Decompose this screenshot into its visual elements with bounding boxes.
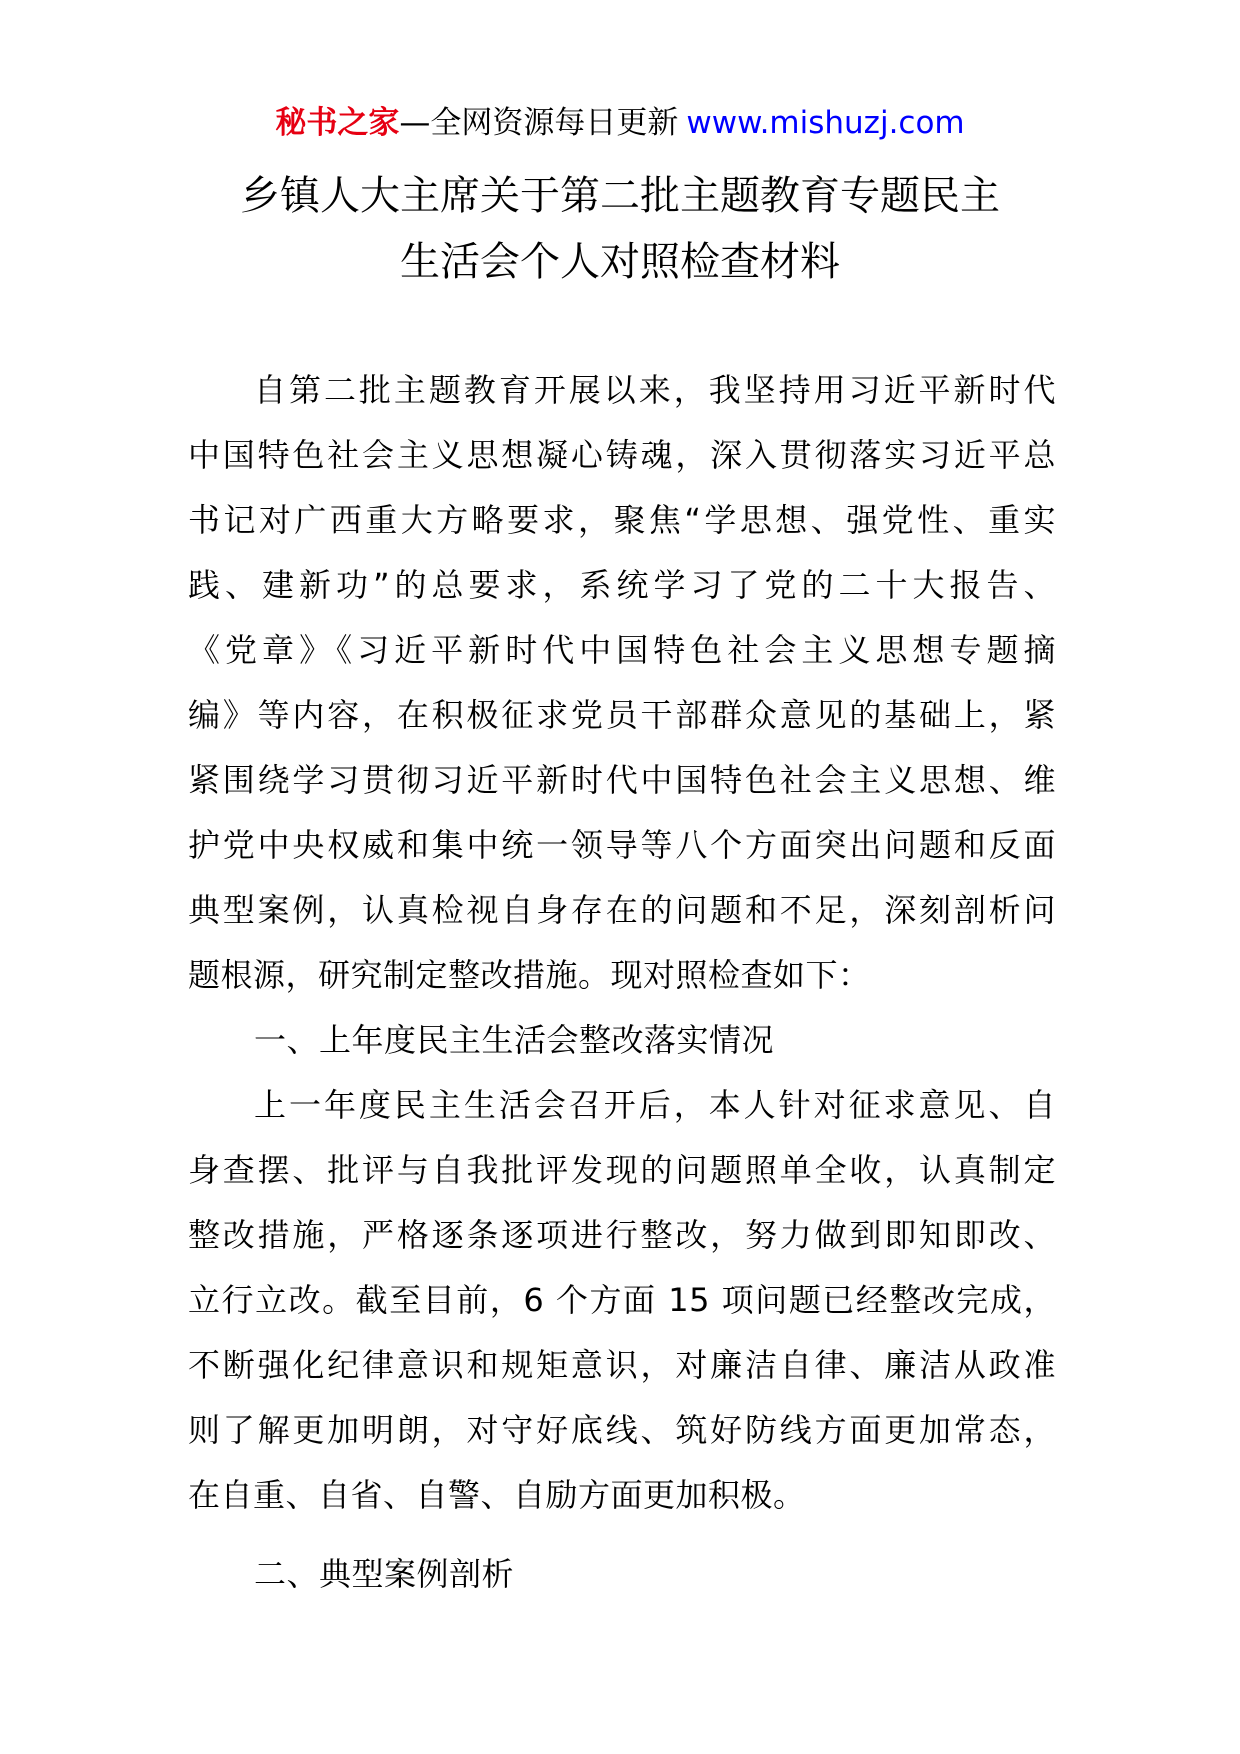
brand-name: 秘书之家	[275, 105, 400, 141]
title-line-2: 生活会个人对照检查材料	[400, 239, 840, 285]
paragraph-line: 中国特色社会主义思想凝心铸魂，深入贯彻落实习近平总	[188, 436, 1056, 474]
paragraph-line: 典型案例，认真检视自身存在的问题和不足，深刻剖析问	[188, 891, 1056, 929]
header-slogan: —全网资源每日更新	[399, 105, 679, 141]
site-header	[0, 101, 1240, 145]
paragraph-line: 《党章》《习近平新时代中国特色社会主义思想专题摘	[188, 631, 1056, 669]
header-url[interactable]: www.mishuzj.com	[686, 105, 965, 141]
paragraph-line: 身查摆、批评与自我批评发现的问题照单全收，认真制定	[188, 1151, 1056, 1189]
paragraph-line: 整改措施，严格逐条逐项进行整改，努力做到即知即改、	[188, 1216, 1056, 1254]
paragraph-line: 践、建新功”的总要求，系统学习了党的二十大报告、	[188, 566, 1056, 604]
paragraph-line: 上一年度民主生活会召开后，本人针对征求意见、自	[254, 1086, 1056, 1124]
section-heading-1: 一、上年度民主生活会整改落实情况	[254, 1021, 775, 1059]
paragraph-line: 自第二批主题教育开展以来，我坚持用习近平新时代	[254, 371, 1056, 409]
paragraph-line: 编》等内容，在积极征求党员干部群众意见的基础上，紧	[188, 696, 1056, 734]
paragraph-line: 紧围绕学习贯彻习近平新时代中国特色社会主义思想、维	[188, 761, 1056, 799]
document-title	[0, 163, 1240, 295]
paragraph-line: 题根源，研究制定整改措施。现对照检查如下：	[188, 956, 871, 994]
document-body	[188, 358, 1056, 1607]
paragraph-line: 则了解更加明朗，对守好底线、筑好防线方面更加常态，	[188, 1411, 1056, 1449]
paragraph-line: 不断强化纪律意识和规矩意识，对廉洁自律、廉洁从政准	[188, 1346, 1056, 1384]
title-line-1: 乡镇人大主席关于第二批主题教育专题民主	[240, 173, 1000, 219]
section-spacer	[188, 1528, 1056, 1542]
paragraph-line: 立行立改。截至目前，6 个方面 15 项问题已经整改完成，	[188, 1281, 1056, 1319]
paragraph-line: 在自重、自省、自警、自励方面更加积极。	[188, 1476, 806, 1514]
paragraph-line: 护党中央权威和集中统一领导等八个方面突出问题和反面	[188, 826, 1056, 864]
section-heading-2: 二、典型案例剖析	[254, 1555, 515, 1593]
paragraph-line: 书记对广西重大方略要求，聚焦“学思想、强党性、重实	[188, 501, 1056, 539]
